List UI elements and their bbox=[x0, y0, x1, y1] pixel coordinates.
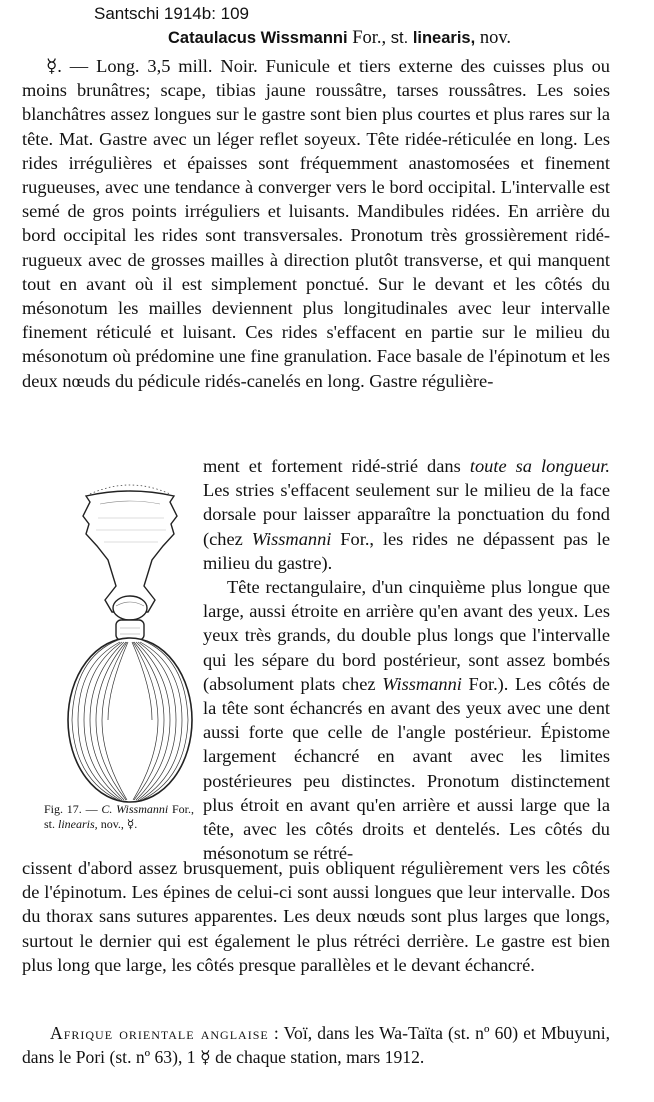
locality-paragraph: Afrique orientale anglaise : Voï, dans les Wa-Taïta (st. nº 60) et Mbuyuni, dans le Pori (st. nº 63), 1 ☿ de chaque station, mars 1912. bbox=[22, 1023, 610, 1067]
ant-figure bbox=[60, 478, 200, 808]
gaster-description: ment et fortement ridé-strié dans toute sa longueur. Les stries s'effacent seulement sur le milieu de la face dorsale pour laisser apparaître la ponctuation du fond (chez Wissmanni For., les rides ne dépassent pas le milieu du gastre). bbox=[203, 456, 610, 573]
ant-drawing-icon bbox=[60, 478, 200, 803]
head-description: Tête rectangulaire, d'un cinquième plus longue que large, aussi étroite en arrière qu'en avant des yeux. Les yeux très grands, du double plus longs que l'intervalle qui les sépare du bord postérieur, sont assez bombés (absolument plats chez Wissmanni For.). Les côtés de la tête sont échancrés en avant des yeux avec une dent aussi forte que celle de l'angle postérieur. Épistome largement échancré en avant avec les limites postérieures peu distinctes. Pronotum distinctement plus étroit en avant qu'en arrière et aussi large que la tête, avec les côtés droits et dentelés. Les côtés du mésonotum se rétré- bbox=[203, 577, 610, 864]
description-paragraph-2: cissent d'abord assez brusquement, puis obliquent régulièrement vers les côtés de l'épinotum. Les épines de celui-ci sont aussi longues que leur intervalle. Dos du thorax sans sutures apparentes. Les deux nœuds sont plus larges que longs, surtout le dernier qui est également le plus rétréci derrière. Le gastre est bien plus long que large, les côtés presque parallèles et le devant échancré. bbox=[22, 858, 610, 975]
species-author: For., bbox=[352, 28, 387, 48]
subspecies-name: linearis, bbox=[412, 29, 476, 47]
region-label: Afrique orientale anglaise bbox=[50, 1023, 269, 1043]
figure-caption: Fig. 17. — C. Wissmanni For., st. linearis, nov., ☿. bbox=[44, 802, 195, 831]
species-heading bbox=[168, 28, 511, 49]
source-label: Santschi 1914b: 109 bbox=[94, 4, 250, 23]
description-paragraph-1: ☿. — Long. 3,5 mill. Noir. Funicule et tiers externe des cuisses plus ou moins brunâtres; scape, tibias jaune roussâtre, tarses roussâtres. Les soies blanchâtres assez longues sur le gastre sont bien plus courtes et plus rares sur la tête. Mat. Gastre avec un léger reflet soyeux. Tête ridée-réticulée en long. Les rides irrégulières et épaisses sont fréquemment anastomosées et finement rugueuses, avec une tendance à converger vers le bord occipital. L'intervalle est semé de gros points irréguliers et luisants. Mandibules ridées. En arrière du bord occipital les rides sont transversales. Pronotum très grossièrement ridé-rugueux avec de grosses mailles à direction plutôt transverse, et qui manquent tout en avant où il est simplement ponctué. Sur le devant et les côtés du mésonotum les mailles deviennent plus longitudinales avec leur intervalle finement réticulé et luisant. Ces rides s'effacent en partie sur le milieu du mésonotum où prédomine une fine granulation. Face basale de l'épinotum et les deux nœuds du pédicule ridés-canelés en long. Gastre régulière- bbox=[22, 56, 610, 391]
status-label: st. bbox=[390, 29, 409, 47]
species-name: Cataulacus Wissmanni bbox=[168, 29, 348, 47]
nov-label: nov. bbox=[479, 28, 511, 48]
